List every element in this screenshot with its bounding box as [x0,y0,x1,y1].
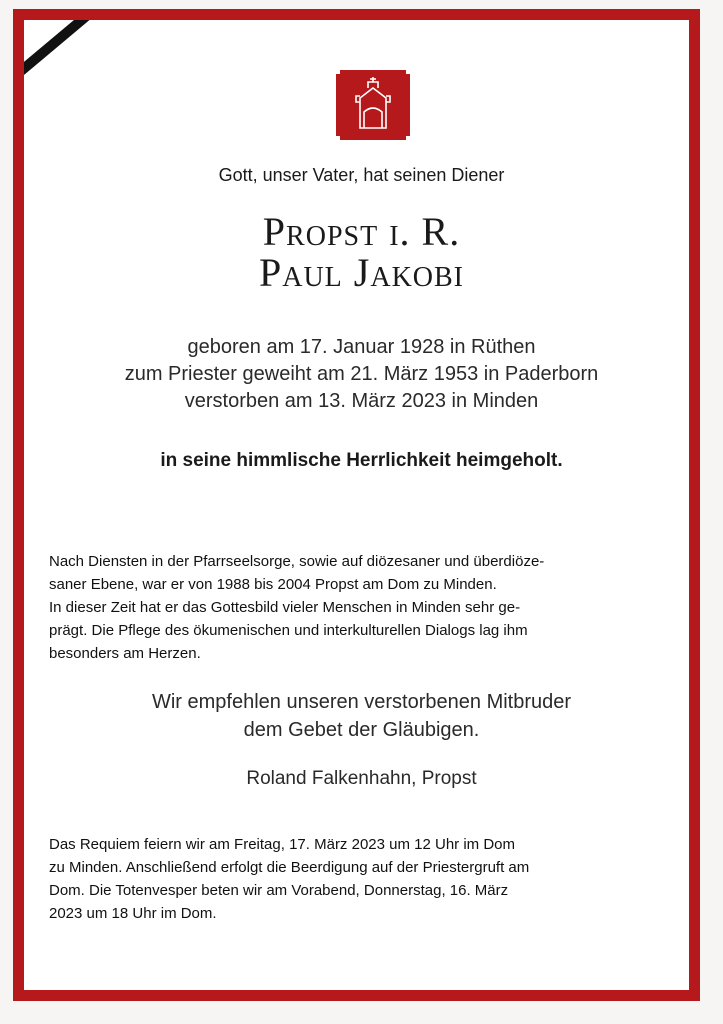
requiem-line: Das Requiem feiern wir am Freitag, 17. März 2023 um 12 Uhr im Dom [49,836,515,853]
mourning-band [13,9,186,106]
biography-line: saner Ebene, war er von 1988 bis 2004 Propst am Dom zu Minden. [49,576,497,593]
recommend-line-2: dem Gebet der Gläubigen. [243,719,480,741]
intro-line: Gott, unser Vater, hat seinen Diener [218,165,505,185]
cathedral-emblem-icon [334,66,412,144]
biography-line: prägt. Die Pflege des ökumenischen und interkulturellen Dialogs lag ihm [49,622,528,639]
heimgeholt-line: in seine himmlische Herrlichkeit heimgeholt. [160,450,563,471]
biography-line: Nach Diensten in der Pfarrseelsorge, sowie auf diözesaner und überdiöze- [49,553,545,570]
birth-date-line: geboren am 17. Januar 1928 in Rüthen [187,336,536,358]
requiem-line: zu Minden. Anschließend erfolgt die Beerdigung auf der Priestergruft am [49,859,530,876]
death-date-line: verstorben am 13. März 2023 in Minden [184,390,539,412]
biography-line: besonders am Herzen. [49,645,201,662]
ordination-date-line: zum Priester geweiht am 21. März 1953 in Paderborn [124,363,599,385]
name-title-line-1: Propst i. R. [262,209,461,254]
biography-paragraph [49,550,629,665]
recommend-line-1: Wir empfehlen unseren verstorbenen Mitbruder [151,691,572,713]
requiem-paragraph [49,833,629,925]
requiem-line: 2023 um 18 Uhr im Dom. [49,905,217,922]
biography-line: In dieser Zeit hat er das Gottesbild vieler Menschen in Minden sehr ge- [49,599,521,616]
name-title-line-2: Paul Jakobi [258,250,465,295]
signature-line: Roland Falkenhahn, Propst [246,768,477,789]
requiem-line: Dom. Die Totenvesper beten wir am Vorabend, Donnerstag, 16. März [49,882,509,899]
